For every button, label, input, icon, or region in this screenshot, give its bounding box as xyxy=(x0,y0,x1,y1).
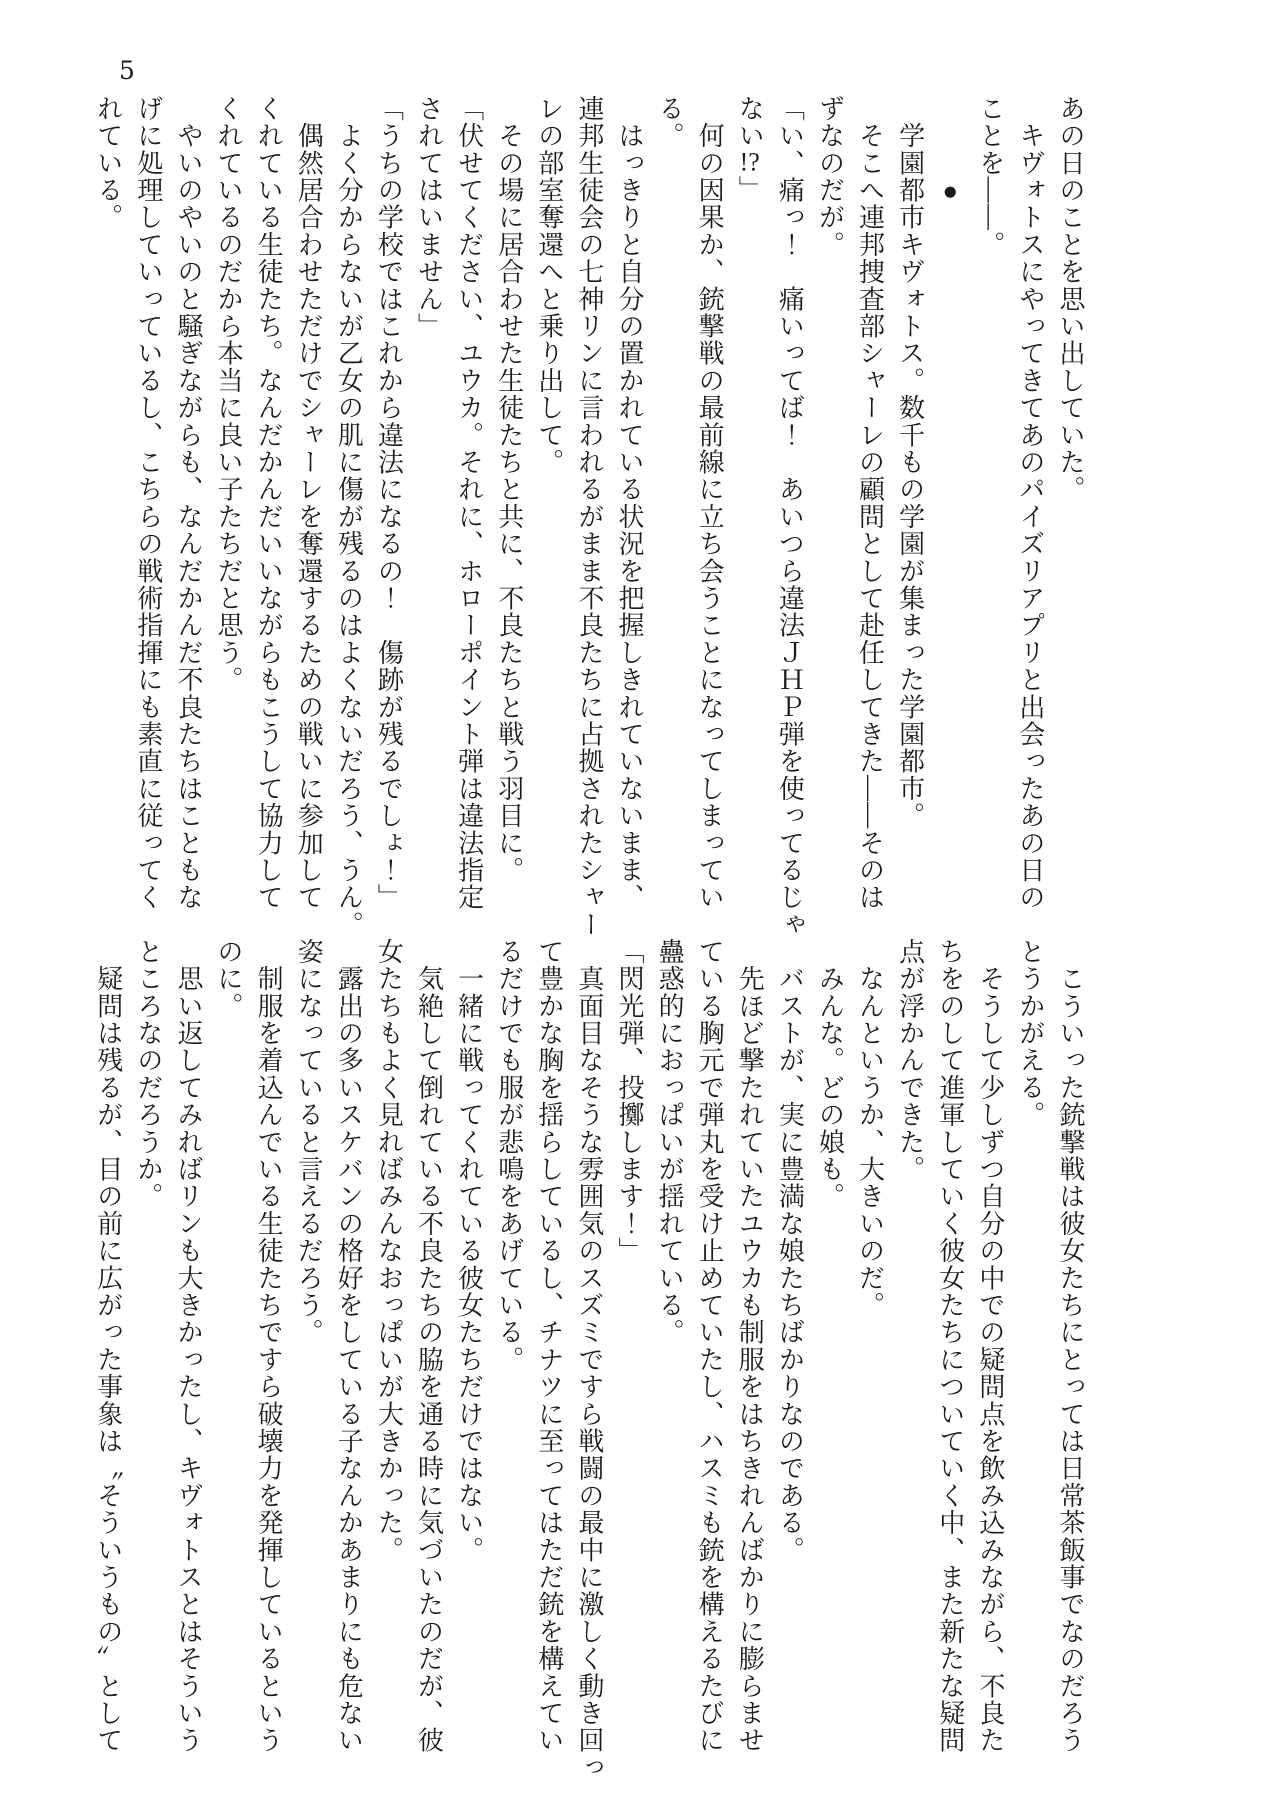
text-line: くれている生徒たち。なんだかんだいいながらもこうして協力して xyxy=(254,95,284,911)
text-line: ところなのだろうか。 xyxy=(133,938,163,1210)
text-line: て豊かな胸を揺らしているし、チナツに至ってはただ銃を構えてい xyxy=(534,938,564,1754)
text-line: ちをのして進軍していく彼女たちについていく中、また新たな疑問 xyxy=(935,938,965,1754)
text-line: 制服を着込んでいる生徒たちですら破壊力を発揮しているという xyxy=(254,938,284,1754)
text-line: キヴォトスにやってきてあのパイズリアプリと出会ったあの日の xyxy=(1015,95,1045,911)
text-line: されてはいません」 xyxy=(414,95,444,340)
text-line: あの日のことを思い出していた。 xyxy=(1056,95,1085,503)
text-line: ずなのだが。 xyxy=(815,95,845,259)
text-line: その場に居合わせた生徒たちと共に、不良たちと戦う羽目に。 xyxy=(494,95,524,884)
text-block-top xyxy=(87,95,1090,945)
text-line: ことを――。 xyxy=(975,95,1005,259)
text-line: 学園都市キヴォトス。数千もの学園が集まった学園都市。 xyxy=(895,95,925,830)
text-line: そこへ連邦捜査部シャーレの顧問として赴任してきた――そのは xyxy=(855,95,885,911)
text-line: 「い、痛っ！ 痛いってば！ あいつら違法ＪＨＰ弾を使ってるじゃ xyxy=(775,95,805,939)
text-line: そうして少しずつ自分の中での疑問点を飲み込みながら、不良た xyxy=(975,938,1005,1755)
text-line: 姿になっていると言えるだろう。 xyxy=(294,938,324,1346)
text-line: 女たちもよく見ればみんなおっぱいが大きかった。 xyxy=(374,938,404,1564)
text-line: はっきりと自分の置かれている状況を把握しきれていないまま、 xyxy=(614,95,644,911)
section-separator-line: ● xyxy=(935,95,965,207)
text-line: のに。 xyxy=(214,938,244,1020)
text-line: 「閃光弾、投擲します！」 xyxy=(614,938,644,1265)
page-number: 5 xyxy=(119,56,135,85)
text-line: 何の因果か、銃撃戦の最前線に立ち会うことになってしまってい xyxy=(695,95,725,911)
text-line: 先ほど撃たれていたユウカも制服をはちきれんばかりに膨らませ xyxy=(735,938,765,1754)
text-line: 思い返してみればリンも大きかったし、キヴォトスとはそういう xyxy=(173,938,203,1754)
text-line: 偶然居合わせただけでシャーレを奪還するための戦いに参加して xyxy=(294,95,324,911)
text-line: るだけでも服が悲鳴をあげている。 xyxy=(494,938,524,1374)
text-line: 真面目なそうな雰囲気のスズミですら戦闘の最中に激しく動き回っ xyxy=(574,938,604,1782)
text-line: こういった銃撃戦は彼女たちにとっては日常茶飯事でなのだろう xyxy=(1056,938,1085,1754)
text-line: 連邦生徒会の七神リンに言われるがまま不良たちに占拠されたシャー xyxy=(574,95,604,939)
text-line: 点が浮かんできた。 xyxy=(895,938,925,1183)
text-line: げに処理していっているし、こちらの戦術指揮にも素直に従ってく xyxy=(133,95,163,911)
text-line: とうかがえる。 xyxy=(1015,938,1045,1129)
text-line: 露出の多いスケバンの格好をしている子なんかあまりにも危ない xyxy=(334,938,364,1754)
text-line: 気絶して倒れている不良たちの脇を通る時に気づいたのだが、彼 xyxy=(414,938,444,1754)
text-line: バストが、実に豊満な娘たちばかりなのである。 xyxy=(775,938,805,1564)
text-line: る。 xyxy=(655,95,685,150)
text-line: ない!?」 xyxy=(735,95,765,203)
text-line: 「伏せてください、ユウカ。それに、ホローポイント弾は違法指定 xyxy=(454,95,484,911)
text-line: れている。 xyxy=(93,95,123,231)
text-line: なんというか、大きいのだ。 xyxy=(855,938,885,1319)
tatechuyoko-exclamation: !? xyxy=(739,149,760,176)
text-line: 「うちの学校ではこれから違法になるの！ 傷跡が残るでしょ！」 xyxy=(374,95,404,911)
text-line: レの部室奪還へと乗り出して。 xyxy=(534,95,564,476)
text-line: ている胸元で弾丸を受け止めていたし、ハスミも銃を構えるたびに xyxy=(695,938,725,1754)
text-line: くれているのだから本当に良い子たちだと思う。 xyxy=(214,95,244,694)
text-block-bottom xyxy=(87,938,1090,1788)
text-line: 疑問は残るが、目の前に広がった事象は〝そういうもの〟として xyxy=(93,938,123,1754)
text-line: みんな。どの娘も。 xyxy=(815,938,845,1210)
text-line: 蠱惑的におっぱいが揺れている。 xyxy=(655,938,685,1346)
text-line: よく分からないが乙女の肌に傷が残るのはよくないだろう、うん。 xyxy=(334,95,364,939)
text-line: やいのやいのと騒ぎながらも、なんだかんだ不良たちはこともな xyxy=(173,95,203,911)
text-line: 一緒に戦ってくれている彼女たちだけではない。 xyxy=(454,938,484,1564)
